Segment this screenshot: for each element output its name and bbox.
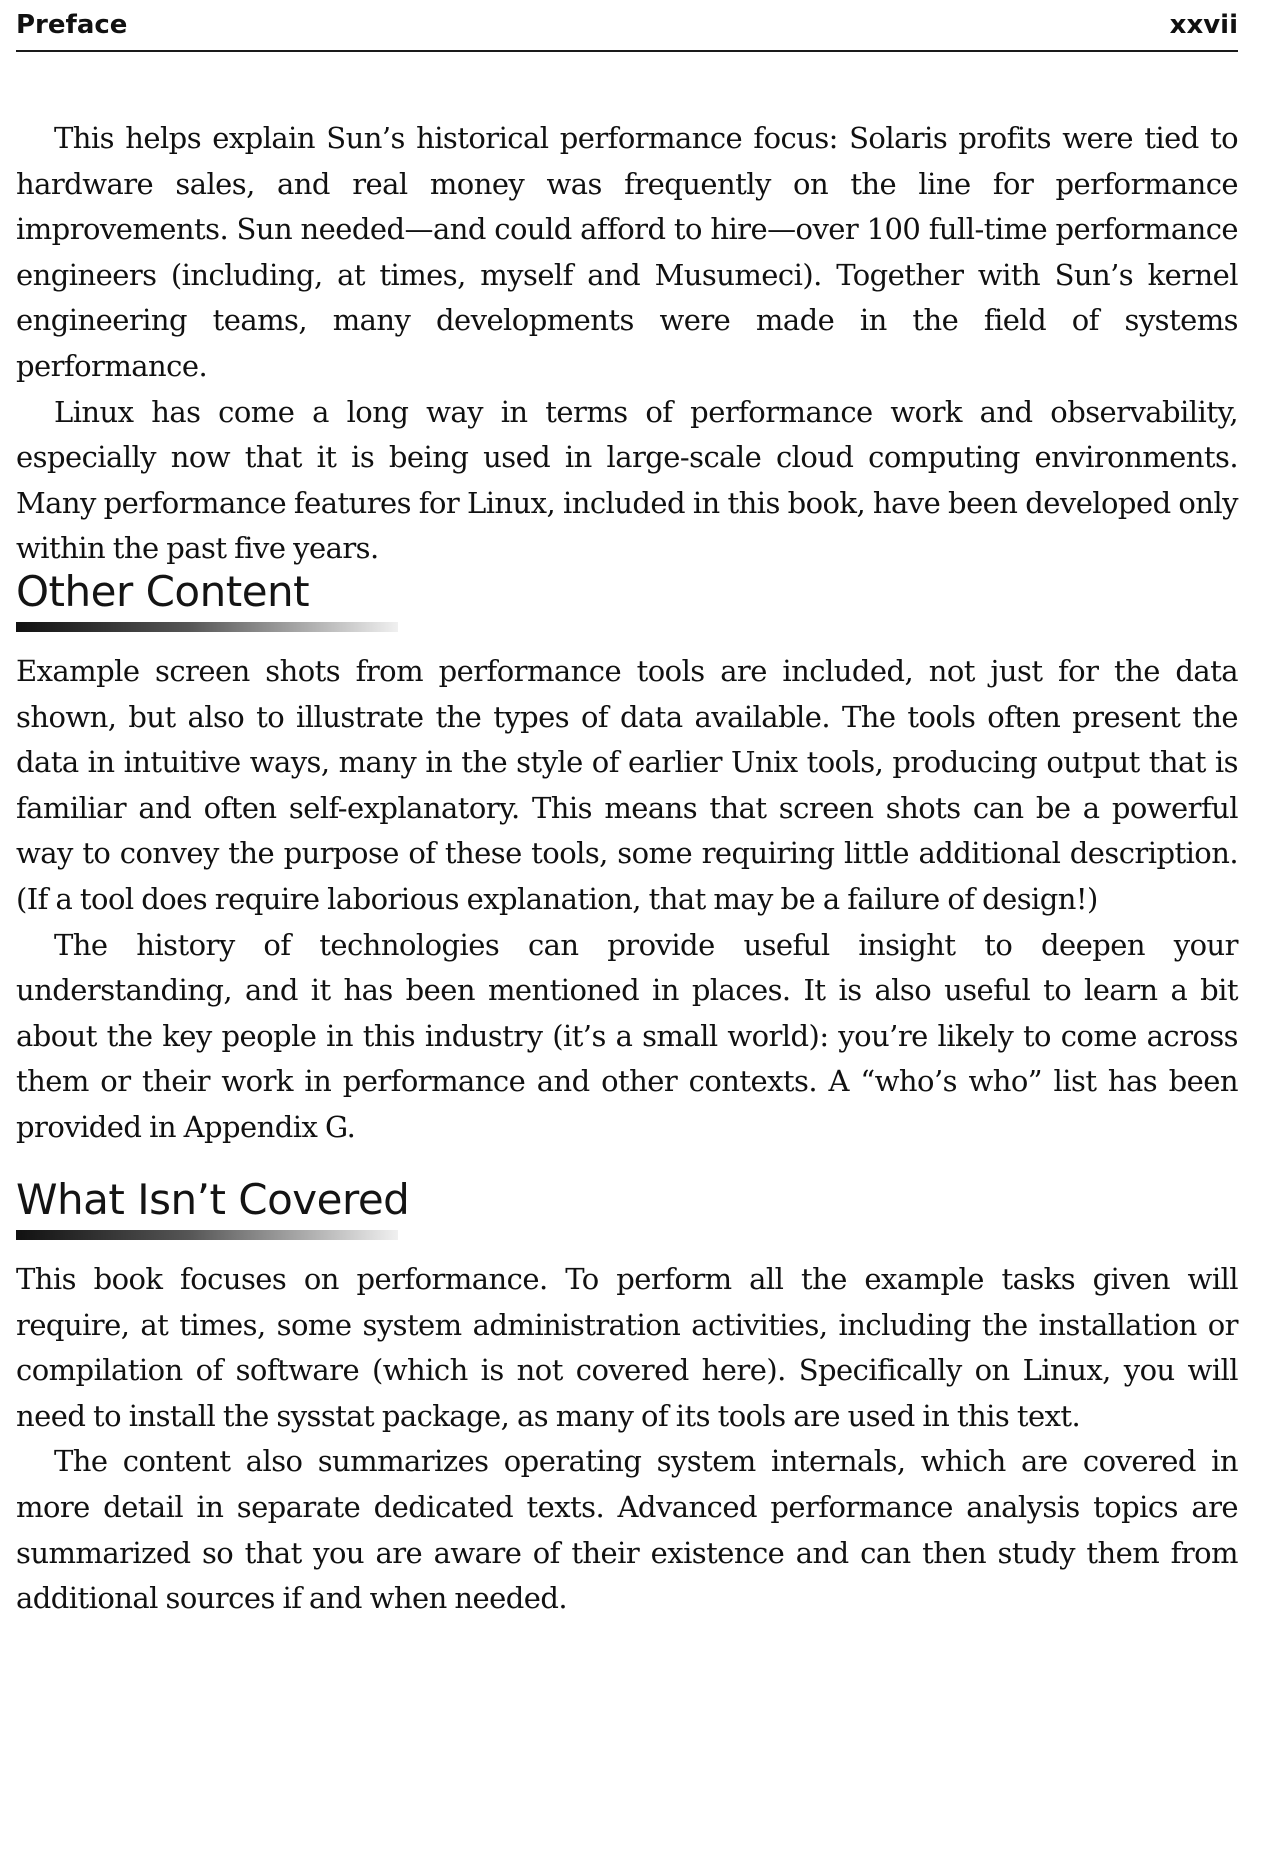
paragraph: The content also summarizes operating system internals, which are covered in more detail in separate dedicated texts. Advanced performance analysis topics are summarized so that you are aware of their existence and can then study them from additional sources if and when needed.: [16, 1444, 1238, 1616]
section-heading-other-content: Other Content: [16, 567, 310, 616]
header-rule: [16, 50, 1238, 52]
section-other-content-text: [16, 649, 1238, 1151]
paragraph: This helps explain Sun’s historical performance focus: Solaris profits were tied to hardware sales, and real money was frequently on the line for performance improvements. Sun needed—and could afford to hire—over 100 full-time performance engineers (including, at times, myself and Musumeci). Together with Sun’s kernel engineering teams, many developments were made in the field of systems performance.: [16, 121, 1238, 383]
heading-underline-bar: [16, 622, 398, 632]
paragraph: Linux has come a long way in terms of performance work and observability, especially now that it is being used in large-scale cloud computing environments. Many performance features for Linux, included in this book, have been developed only within the past five years.: [16, 394, 1238, 566]
page-number: xxvii: [1169, 10, 1238, 40]
paragraph: The history of technologies can provide useful insight to deepen your understanding, and it has been mentioned in places. It is also useful to learn a bit about the key people in this industry (it’s a small world): you’re likely to come across them or their work in performance and other contexts. A “who’s who” list has been provided in Appendix G.: [16, 927, 1238, 1144]
running-head: [16, 8, 1238, 48]
section-heading-what-isnt-covered: What Isn’t Covered: [16, 1175, 410, 1224]
running-head-section: Preface: [16, 10, 128, 40]
section-what-isnt-covered-text: [16, 1257, 1238, 1622]
paragraph: Example screen shots from performance tools are included, not just for the data shown, but also to illustrate the types of data available. The tools often present the data in intuitive ways, many in the style of earlier Unix tools, producing output that is familiar and often self-explanatory. This means that screen shots can be a powerful way to convey the purpose of these tools, some requiring little additional description. (If a tool does require laborious explanation, that may be a failure of design!): [16, 654, 1238, 916]
paragraph: This book focuses on performance. To perform all the example tasks given will require, at times, some system administration activities, including the installation or compilation of software (which is not covered here). Specifically on Linux, you will need to install the sysstat package, as many of its tools are used in this text.: [16, 1262, 1238, 1433]
heading-underline-bar: [16, 1230, 398, 1240]
intro-text: [16, 116, 1238, 572]
